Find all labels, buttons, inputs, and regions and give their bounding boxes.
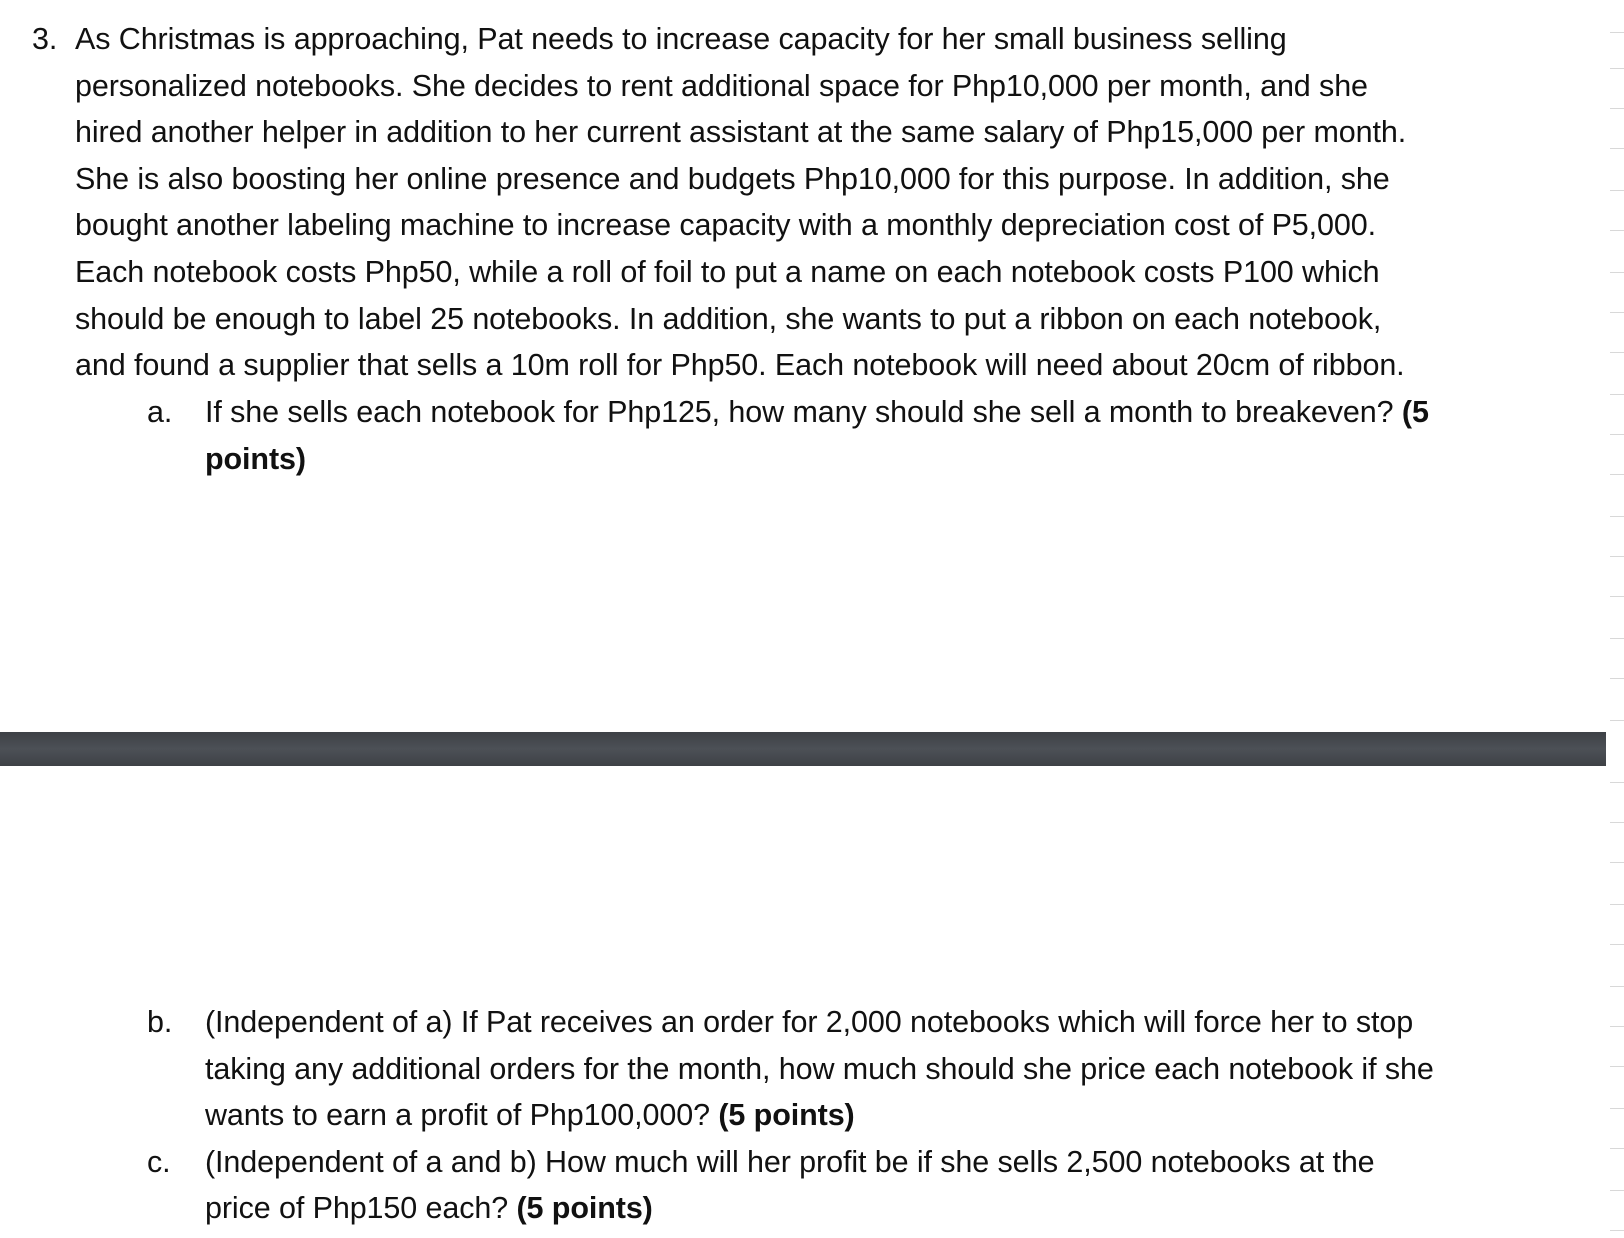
part-c-line: [205, 1185, 653, 1232]
part-b-label: b.: [147, 1005, 173, 1039]
part-c-points: (5 points): [516, 1191, 653, 1226]
part-a-points-cont: points): [205, 441, 306, 476]
margin-tick: [1610, 596, 1624, 597]
margin-tick: [1610, 1026, 1624, 1027]
question-line: She is also boosting her online presence and budgets Php10,000 for this purpose. In addition, she: [75, 161, 1390, 196]
margin-tick: [1610, 190, 1624, 191]
part-c-label: c.: [147, 1144, 171, 1179]
margin-tick: [1610, 720, 1624, 721]
part-b-line: taking any additional orders for the month, how much should she price each notebook if she: [205, 1051, 1434, 1086]
question-line: As Christmas is approaching, Pat needs to increase capacity for her small business selling: [75, 22, 1287, 56]
margin-tick: [1610, 148, 1624, 149]
margin-tick: [1610, 272, 1624, 273]
margin-tick: [1610, 822, 1624, 823]
margin-tick: [1610, 782, 1624, 783]
part-b-line: (Independent of a) If Pat receives an order for 2,000 notebooks which will force her to stop: [205, 1005, 1414, 1039]
margin-tick: [1610, 68, 1624, 69]
part-b-points: (5 points): [718, 1098, 855, 1133]
question-line: Each notebook costs Php50, while a roll of foil to put a name on each notebook costs P100 which: [75, 255, 1380, 289]
margin-tick: [1610, 230, 1624, 231]
part-a-line: [205, 389, 1429, 436]
margin-tick: [1610, 1190, 1624, 1191]
part-a-text: If she sells each notebook for Php125, how many should she sell a month to breakeven?: [205, 395, 1402, 429]
margin-tick: [1610, 904, 1624, 905]
margin-tick: [1610, 556, 1624, 557]
document-page-bottom: [0, 766, 1606, 1238]
question-line: and found a supplier that sells a 10m roll for Php50. Each notebook will need about 20cm of ribbon.: [75, 348, 1405, 383]
margin-tick: [1610, 32, 1624, 33]
margin-tick: [1610, 638, 1624, 639]
margin-tick: [1610, 1230, 1624, 1231]
part-c-text: price of Php150 each?: [205, 1191, 517, 1226]
margin-tick: [1610, 434, 1624, 435]
margin-tick: [1610, 862, 1624, 863]
margin-tick: [1610, 1066, 1624, 1067]
part-b-text: wants to earn a profit of Php100,000?: [205, 1098, 719, 1133]
margin-tick: [1610, 516, 1624, 517]
margin-tick: [1610, 1108, 1624, 1109]
margin-tick: [1610, 394, 1624, 395]
margin-tick: [1610, 108, 1624, 109]
question-line: hired another helper in addition to her current assistant at the same salary of Php15,000 per month.: [75, 115, 1407, 150]
margin-tick: [1610, 1148, 1624, 1149]
question-number: 3.: [32, 22, 58, 56]
question-line: should be enough to label 25 notebooks. In addition, she wants to put a ribbon on each notebook,: [75, 301, 1382, 336]
margin-tick: [1610, 944, 1624, 945]
part-a-points: (5: [1401, 395, 1429, 429]
part-c-line: (Independent of a and b) How much will her profit be if she sells 2,500 notebooks at the: [205, 1144, 1375, 1179]
margin-tick: [1610, 474, 1624, 475]
page-break-divider: [0, 732, 1608, 766]
margin-tick: [1610, 986, 1624, 987]
margin-tick: [1610, 352, 1624, 353]
part-b-line: [205, 1092, 855, 1139]
margin-tick: [1610, 312, 1624, 313]
question-line: personalized notebooks. She decides to rent additional space for Php10,000 per month, and she: [75, 68, 1368, 103]
margin-tick: [1610, 678, 1624, 679]
question-line: bought another labeling machine to increase capacity with a monthly depreciation cost of P5,000.: [75, 208, 1377, 243]
part-a-label: a.: [147, 395, 173, 429]
right-margin-ruler: [1606, 0, 1624, 1238]
